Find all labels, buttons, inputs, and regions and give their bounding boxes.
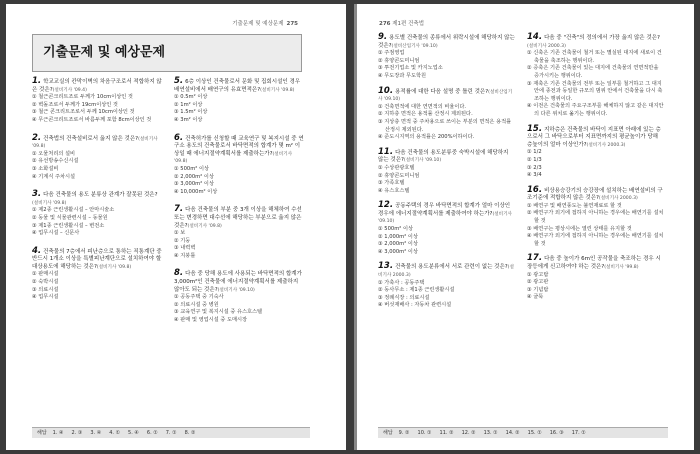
page-number: 275 — [286, 21, 298, 27]
answer-option: ① 판매시설 — [32, 271, 59, 278]
answer-key-item: 2. ③ — [71, 430, 83, 436]
answer-option: ④ 3,000m² 이상 — [378, 248, 418, 255]
answer-option: ② 기둥 — [174, 237, 191, 244]
question-source: (설비산업기사 '09.10) — [391, 43, 438, 49]
question-text — [378, 202, 515, 226]
question-number: 1. — [32, 76, 42, 86]
answer-option: ② 2,000m² 이상 — [174, 173, 214, 180]
answer-option: ① 가축사 : 공동주택 — [378, 279, 425, 286]
answer-key-item: 10. ① — [417, 430, 432, 436]
answer-option: ① 광고탑 — [527, 271, 549, 278]
question-stem: 건축법의 건축설비로서 옳지 않은 것은? — [43, 135, 139, 142]
answer-option: ② 휴양콘도미니엄 — [378, 172, 420, 179]
answer-option: ④ 판매 및 영업시설 중 도매시장 — [174, 317, 248, 324]
answer-option: ② 숙박시설 — [32, 279, 59, 286]
answer-key-item: 11. ② — [439, 430, 454, 436]
question-block — [32, 191, 162, 238]
answer-option: ③ 교육연구 및 복지시설 중 유스호스텔 — [174, 309, 263, 316]
question-stem: 6층 이상인 건축물로서 문화 및 집회시설인 경우 배연설비에서 배연구의 유효면적은? — [174, 79, 301, 93]
page-number: 276 — [379, 21, 391, 27]
answer-option: ③ 투전기업소 및 카지노업소 — [378, 65, 443, 72]
question-stem: 다음 중 당해 용도에 사용되는 바닥면적의 합계가 3,000m²인 건축물에 에너지절약계획서를 제출하지 않아도 되는 것은? — [174, 271, 302, 293]
answer-option: ③ 배연구는 평상시에는 열린 상태를 유지할 것 — [527, 225, 632, 232]
right-page — [354, 4, 694, 450]
answer-key-item: 16. ③ — [549, 430, 564, 436]
question-source: (설비기사 '09.8) — [96, 264, 132, 270]
answer-option: ④ 지붕틀 — [174, 252, 196, 259]
question-block — [527, 184, 664, 249]
answer-option: ① 1/2 — [527, 149, 542, 156]
answer-option: ① 오물처리의 설비 — [32, 150, 76, 157]
answer-key-item: 4. ① — [109, 430, 121, 436]
question-source: (설비기사 '09.8) — [260, 87, 295, 93]
question-number: 4. — [32, 245, 42, 256]
question-number: 9. — [378, 32, 388, 42]
question-stem: 지하층은 건축물의 바닥이 지표면 아래에 있는 층으로서 그 바닥으로부터 지표면까지의 평균높이가 당해 층높이의 얼마 이상인가? — [527, 126, 661, 148]
question-stem: 건축허가를 신청할 때 교육연구 및 복지시설 중 연구소 용도의 건축물로서 바닥면적의 합계가 몇 m² 이상일 때 에너지절약계획서를 제출하는가? — [174, 135, 304, 157]
answer-option: ④ 배연구가 외기에 접하지 아니하는 경우에는 배연기를 설치할 것 — [527, 233, 664, 247]
question-number: 6. — [174, 132, 184, 143]
question-stem: 다음 건축물의 용도분류중 숙박시설에 해당하지 않는 것은? — [378, 149, 509, 164]
answer-option: ② 배연구가 외기에 접하지 아니하는 경우에는 배연기를 설치할 것 — [527, 210, 664, 225]
question-source: (설비기사 2000.3) — [378, 265, 514, 279]
question-number: 16. — [527, 184, 543, 195]
answer-option: ④ 무도장과 무도학원 — [378, 72, 427, 79]
answer-option: ③ 2/3 — [527, 164, 542, 171]
answer-option: ③ 1.5m² 이상 — [174, 109, 208, 116]
question-source: (설비기사 '09.8) — [187, 223, 222, 229]
question-stem: 다음 건축물의 부분 중 3개 이상을 해체하여 수선 또는 변경하면 대수선에 해당하는 부분으로 옳지 않은 것은? — [174, 207, 302, 229]
answer-option: ③ 기념탑 — [527, 286, 549, 293]
question-column — [527, 34, 664, 419]
question-stem: 건축물의 7층에서 피난층으로 통하는 직통계단 중 반드시 1개소 이상을 특별피난계단으로 설치하여야 할 대상용도에 해당하는 것은? — [32, 248, 162, 270]
question-block — [527, 123, 664, 180]
running-header: 기출문제 및 예상문제 275 — [232, 21, 298, 27]
question-block — [174, 132, 304, 197]
answer-option: ① 배연구 및 배연풍도는 불연재료로 할 것 — [527, 202, 622, 209]
answer-option: ② 동사무소 : 제1종 근린생활시설 — [378, 287, 455, 294]
question-column — [174, 78, 304, 428]
question-columns — [32, 78, 304, 428]
question-column — [378, 34, 515, 419]
answer-option: ① 주점영업 — [378, 50, 405, 57]
question-source: (설비기사 '09.4) — [52, 87, 87, 93]
answer-key-item: 9. ② — [398, 430, 410, 436]
answer-option: ② 벽돌조로서 두께가 19cm이상인 것 — [32, 101, 118, 108]
answer-option: ④ 유스호스텔 — [378, 187, 410, 194]
answer-option: ④ 3m² 이상 — [174, 116, 203, 123]
section-title: 기출문제 및 예상문제 — [32, 34, 302, 72]
question-text — [378, 146, 515, 165]
question-block — [174, 206, 304, 260]
question-number: 10. — [378, 85, 394, 96]
answer-option: ③ 철근 콘크리트조로서 두께 10cm이상인 것 — [32, 109, 135, 116]
answer-option: ③ 내력벽 — [174, 245, 196, 252]
question-stem: 용도별 건축물의 종류에서 위락시설에 해당하지 않는 것은? — [378, 35, 515, 49]
answer-option: ④ 버섯재배사 : 자동차 관련시설 — [378, 302, 452, 309]
answer-option: ① 수상관광호텔 — [378, 164, 415, 171]
question-block — [174, 270, 304, 324]
question-block — [32, 132, 162, 182]
answer-option: ② 지하층 면적은 용적률 산정시 제외된다. — [378, 111, 473, 118]
question-columns — [378, 34, 664, 419]
answer-option: ② 휴양콘도미니엄 — [378, 57, 420, 64]
answer-option: ① 건축면적에 대한 연면적의 비율이다. — [378, 103, 467, 110]
answer-option: ① 철근콘크리트조로 두께가 10cm이상인 것 — [32, 94, 133, 101]
answer-option: ③ 소화설비 — [32, 165, 59, 172]
answer-option: ④ 굴뚝 — [527, 294, 544, 301]
question-text — [378, 263, 515, 279]
question-number: 17. — [527, 253, 543, 264]
question-block — [378, 202, 515, 256]
question-block — [174, 78, 304, 125]
running-header: 276 제1편 건축법 — [379, 21, 425, 27]
question-text — [378, 85, 515, 104]
question-text — [174, 270, 304, 294]
question-source: (설비기사 '99.8) — [604, 265, 639, 271]
answer-key-item: 7. ① — [165, 430, 177, 436]
answer-option: ③ 3,000m² 이상 — [174, 181, 214, 188]
question-number: 14. — [527, 32, 543, 42]
answer-option: ③ 가족호텔 — [378, 180, 405, 187]
answer-key-item: 6. ① — [146, 430, 158, 436]
answer-option: ③ 의료시설 — [32, 286, 59, 293]
question-stem: 다음 건축물의 용도 분류상 관계가 잘못된 것은? — [43, 192, 158, 199]
question-stem: 비상용승강기의 승강장에 설치하는 배연설비의 구조기준에 적합하지 않은 것은? — [527, 187, 663, 202]
question-block — [527, 255, 664, 302]
answer-option: ① 신축은 기존 건축물이 철거 또는 멸실된 대지에 새로이 건축물을 축조하는 행위이다. — [527, 50, 662, 64]
answer-option: ① 제2종 근린생활시설 – 안마시술소 — [32, 207, 115, 214]
answer-option: ③ 2,000m² 이상 — [378, 241, 418, 248]
answer-option: ① 500m² 이상 — [378, 226, 414, 233]
answer-option: ④ 준도시지역의 용적률은 200%이하이다. — [378, 134, 475, 141]
question-block — [378, 34, 515, 81]
question-source: (설비기사 '09.10) — [217, 287, 255, 293]
question-stem: 건축물의 용도분류에서 서로 관련이 없는 것은? — [395, 264, 508, 271]
question-number: 13. — [378, 261, 394, 272]
answer-option: ③ 지상층 면적 중 주차용으로 쓰이는 부분의 면적은 용적률 산정시 제외된다. — [378, 118, 512, 133]
question-block — [32, 245, 162, 302]
answer-key-item: 14. ② — [505, 430, 520, 436]
question-number: 11. — [378, 146, 394, 157]
question-text — [527, 34, 664, 50]
question-source: (설비기사 '09.10) — [403, 158, 442, 164]
answer-key-item: 13. ① — [483, 430, 498, 436]
answer-option: ④ 3/4 — [527, 172, 542, 179]
question-source: (설비기사 2000.3) — [527, 43, 566, 49]
answer-bar — [32, 427, 310, 438]
question-number: 12. — [378, 200, 394, 211]
question-stem: 학교교실의 칸막이벽의 차음구조로서 적합하지 않은 것은? — [32, 79, 162, 93]
answer-key-item: 5. ④ — [128, 430, 139, 436]
question-block — [527, 34, 664, 119]
answer-option: ④ 업무시설 – 신문사 — [32, 230, 80, 237]
question-stem: 다음 중 "건축"의 정의에서 가장 옳지 않은 것은? — [544, 35, 660, 41]
answer-option: ② 1/3 — [527, 156, 542, 163]
answer-option: ① 500m² 이상 — [174, 165, 210, 172]
question-text — [378, 34, 515, 50]
question-number: 2. — [32, 132, 42, 143]
answer-option: ③ 정례식장 : 의료시설 — [378, 294, 430, 301]
question-block — [378, 146, 515, 196]
question-text — [32, 132, 162, 151]
question-text — [174, 206, 304, 230]
question-text — [527, 255, 664, 271]
question-source: (설비기사 2000.3) — [586, 142, 626, 148]
answer-label: 해답 — [383, 430, 393, 436]
answer-option: ③ 제1종 근린생활시설 – 변전소 — [32, 222, 105, 229]
answer-option: ④ 10,000m² 이상 — [174, 188, 218, 195]
question-text — [527, 123, 664, 150]
question-source: (설비기사 '09.8) — [174, 151, 293, 165]
question-stem: 공동주택의 경우 바닥면적의 합계가 얼마 이상인 경우에 에너지절약계획서를 제출하여야 하는가? — [378, 203, 511, 217]
question-number: 5. — [174, 76, 184, 86]
question-block — [378, 263, 515, 310]
answer-option: ④ 무근콘크리트조로서 바름두께 포함 8cm이상인 것 — [32, 116, 152, 123]
question-text — [32, 245, 162, 272]
question-block — [32, 78, 162, 125]
answer-key-item: 1. ④ — [52, 430, 64, 436]
question-number: 7. — [174, 204, 184, 215]
question-source: (설비기사 2000.3) — [598, 196, 638, 202]
answer-key-item: 3. ④ — [90, 430, 102, 436]
question-text — [527, 184, 664, 203]
answer-option: ② 증축은 기존 건축물이 있는 대지에 건축물의 연면적만을 증가시키는 행위이다. — [527, 65, 659, 79]
answer-option: ② 광고판 — [527, 279, 549, 286]
answer-bar — [378, 427, 668, 438]
question-text — [32, 78, 162, 94]
question-text — [32, 191, 162, 207]
question-source: (설비기사 '09.8) — [32, 200, 67, 206]
answer-key-item: 8. ② — [184, 430, 196, 436]
answer-option: ① 보 — [174, 230, 186, 237]
answer-option: ② 유선방송수신시설 — [32, 158, 79, 165]
answer-option: ① 0.5m² 이상 — [174, 94, 208, 101]
answer-option: ④ 기계식 주차시설 — [32, 173, 76, 180]
question-block — [378, 85, 515, 142]
answer-key-item: 15. ① — [527, 430, 542, 436]
question-column — [32, 78, 162, 428]
answer-option: ① 공동주택 중 기숙사 — [174, 294, 224, 301]
answer-key-item: 17. ① — [571, 430, 586, 436]
page-binding-edge — [354, 4, 357, 450]
question-number: 3. — [32, 189, 42, 200]
question-stem: 다음 중 높이가 6m인 공작물을 축조하는 경우 시장등에게 신고하여야 하는 것은? — [527, 256, 661, 271]
answer-option: ③ 재축은 기존 건축물의 전부 또는 일부를 철거하고 그 대지안에 종전과 동일한 규모의 범위 안에서 건축물을 다시 축조하는 행위이다. — [527, 80, 663, 102]
answer-key-item: 12. ② — [461, 430, 476, 436]
answer-option: ② 1m² 이상 — [174, 101, 203, 108]
question-text — [174, 132, 304, 166]
question-source: (설비기사 '09.8) — [32, 136, 158, 150]
question-number: 15. — [527, 123, 543, 134]
question-text — [174, 78, 304, 94]
question-stem: 용적률에 대한 다음 설명 중 틀린 것은? — [395, 88, 489, 95]
answer-option: ② 1,000m² 이상 — [378, 233, 418, 240]
left-page — [6, 4, 346, 450]
answer-option: ④ 업무시설 — [32, 294, 59, 301]
answer-option: ④ 이전은 건축물의 주요구조부를 해체하지 않고 같은 대지안의 다른 위치로 옮기는 행위이다. — [527, 103, 664, 117]
question-source: (설비기사 '09.10) — [378, 211, 512, 225]
answer-option: ② 동물 및 식물관련시설 – 동물원 — [32, 214, 108, 221]
answer-label: 해답 — [37, 430, 47, 436]
question-source: (설비산업기사 '09.10) — [378, 89, 513, 103]
question-number: 8. — [174, 268, 184, 279]
answer-option: ② 의료시설 중 병원 — [174, 301, 219, 308]
